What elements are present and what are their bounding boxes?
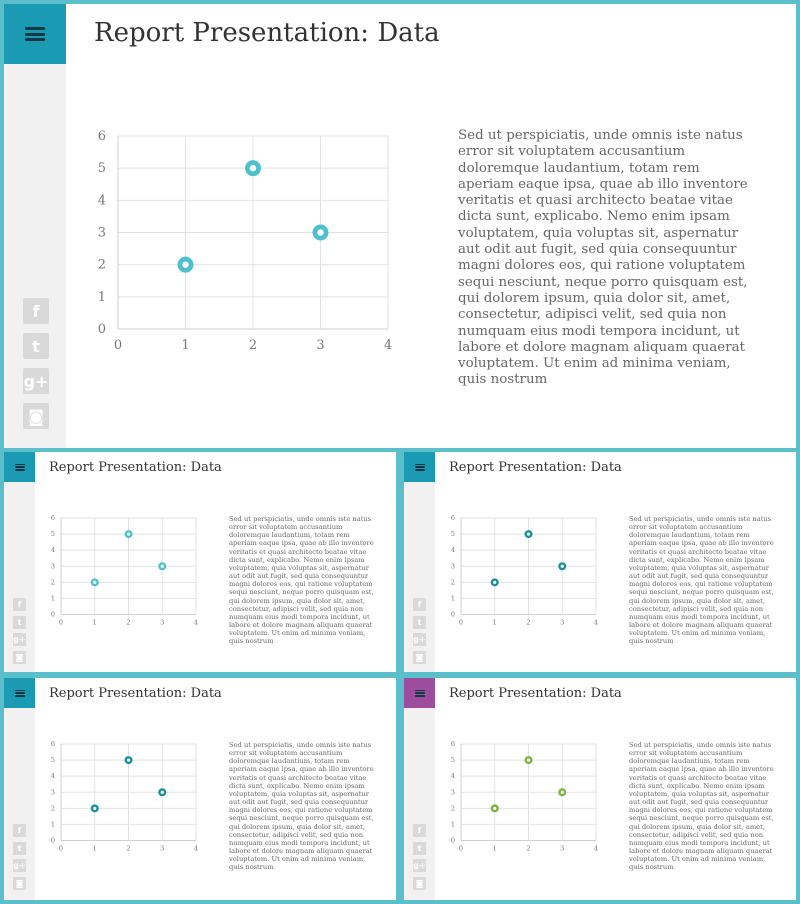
y-tick-label: 0 bbox=[450, 610, 455, 619]
hamburger-icon bbox=[415, 690, 425, 697]
body-paragraph: Sed ut perspiciatis, unde omnis iste natus error sit voluptatem accusantium doloremque laudantium, totam rem aperiam eaque ipsa, quae ab illo inventore veritatis et quasi architecto beatae vitae dicta sunt, explicabo. Nemo enim ipsam voluptatem, quia voluptas sit, aspernatur aut odit aut fugit, sed quia consequuntur magni dolores eos, qui ratione voluptatem sequi nesciunt, neque porro quisquam est, qui dolorem ipsum, quia dolor sit, amet, consectetur, adipisci velit, sed quia non numquam eius modi tempora incidunt, ut labore et dolore magnam aliquam quaerat voluptatem. Ut enim ad minima veniam, quis nostrum bbox=[229, 515, 374, 646]
x-tick-label: 3 bbox=[316, 338, 325, 353]
y-tick-label: 2 bbox=[50, 804, 55, 813]
instagram-icon[interactable]: ◙ bbox=[413, 877, 426, 890]
y-tick-label: 1 bbox=[97, 289, 106, 305]
x-tick-label: 1 bbox=[92, 618, 97, 627]
slide-thumbnail-3[interactable] bbox=[4, 678, 396, 900]
x-tick-label: 3 bbox=[560, 618, 565, 627]
x-tick-label: 3 bbox=[160, 618, 165, 627]
social-links bbox=[413, 598, 426, 664]
y-tick-label: 6 bbox=[97, 129, 106, 144]
hamburger-icon bbox=[25, 27, 45, 41]
page-title: Report Presentation: Data bbox=[49, 460, 222, 475]
menu-button[interactable] bbox=[404, 678, 435, 708]
x-tick-label: 0 bbox=[58, 844, 64, 853]
body-paragraph: Sed ut perspiciatis, unde omnis iste natus error sit voluptatem accusantium doloremque laudantium, totam rem aperiam eaque ipsa, quae ab illo inventore veritatis et quasi architecto beatae vitae dicta sunt, explicabo. Nemo enim ipsam voluptatem, quia voluptas sit, aspernatur aut odit aut fugit, sed quia consequuntur magni dolores eos, qui ratione voluptatem sequi nesciunt, neque porro quisquam est, qui dolorem ipsum, quia dolor sit, amet, consectetur, adipisci velit, sed quia non numquam eius modi tempora incidunt, ut labore et dolore magnam aliquam quaerat voluptatem. Ut enim ad minima veniam, quis nostrum bbox=[458, 128, 748, 388]
y-tick-label: 2 bbox=[50, 578, 55, 587]
x-tick-label: 0 bbox=[58, 618, 64, 627]
y-tick-label: 5 bbox=[450, 756, 455, 765]
y-tick-label: 0 bbox=[50, 836, 55, 845]
y-tick-label: 3 bbox=[50, 788, 55, 797]
x-tick-label: 0 bbox=[458, 618, 464, 627]
y-tick-label: 6 bbox=[50, 740, 55, 748]
y-tick-label: 4 bbox=[450, 772, 455, 781]
slide-thumbnail-2[interactable] bbox=[404, 452, 796, 672]
menu-button[interactable] bbox=[404, 452, 435, 482]
x-tick-label: 4 bbox=[193, 618, 199, 627]
twitter-icon[interactable]: t bbox=[13, 616, 26, 629]
social-links bbox=[413, 824, 426, 890]
x-tick-label: 1 bbox=[181, 338, 190, 353]
y-tick-label: 3 bbox=[450, 788, 455, 797]
page-title: Report Presentation: Data bbox=[449, 460, 622, 475]
twitter-icon[interactable]: t bbox=[13, 842, 26, 855]
y-tick-label: 1 bbox=[450, 820, 455, 829]
data-point-center bbox=[561, 791, 564, 794]
x-tick-label: 2 bbox=[526, 618, 531, 627]
y-tick-label: 2 bbox=[450, 804, 455, 813]
hamburger-icon bbox=[15, 690, 25, 697]
y-tick-label: 5 bbox=[97, 161, 106, 177]
data-point-center bbox=[182, 261, 188, 267]
slide-thumbnail-1[interactable] bbox=[4, 452, 396, 672]
y-tick-label: 5 bbox=[450, 530, 455, 539]
body-paragraph: Sed ut perspiciatis, unde omnis iste natus error sit voluptatem accusantium doloremque laudantium, totam rem aperiam eaque ipsa, quae ab illo inventore veritatis et quasi architecto beatae vitae dicta sunt, explicabo. Nemo enim ipsam voluptatem, quia voluptas sit, aspernatur aut odit aut fugit, sed quia consequuntur magni dolores eos, qui ratione voluptatem sequi nesciunt, neque porro quisquam est, qui dolorem ipsum, quia dolor sit, amet, consectetur, adipisci velit, sed quia non numquam eius modi tempora incidunt, ut labore et dolore magnam aliquam quaerat voluptatem. Ut enim ad minima veniam, quis nostrum bbox=[229, 741, 374, 872]
facebook-icon[interactable]: f bbox=[13, 598, 26, 611]
twitter-icon[interactable]: t bbox=[413, 842, 426, 855]
data-point-center bbox=[93, 581, 96, 584]
y-tick-label: 3 bbox=[97, 225, 106, 241]
scatter-chart bbox=[444, 513, 604, 628]
page-title: Report Presentation: Data bbox=[49, 686, 222, 701]
social-links bbox=[13, 598, 26, 664]
data-point-center bbox=[493, 581, 496, 584]
x-tick-label: 2 bbox=[526, 844, 531, 853]
google-plus-icon[interactable]: g+ bbox=[13, 635, 26, 644]
y-tick-label: 2 bbox=[97, 257, 106, 273]
facebook-icon[interactable]: f bbox=[413, 824, 426, 837]
google-plus-icon[interactable]: g+ bbox=[413, 635, 426, 644]
x-tick-label: 4 bbox=[383, 338, 393, 353]
scatter-chart bbox=[444, 739, 604, 854]
y-tick-label: 5 bbox=[50, 756, 55, 765]
data-point-center bbox=[161, 791, 164, 794]
data-point-center bbox=[561, 565, 564, 568]
data-point-center bbox=[250, 165, 256, 171]
y-tick-label: 1 bbox=[450, 594, 455, 603]
twitter-icon[interactable]: t bbox=[413, 616, 426, 629]
x-tick-label: 2 bbox=[126, 618, 131, 627]
y-tick-label: 6 bbox=[450, 514, 455, 522]
y-tick-label: 2 bbox=[450, 578, 455, 587]
y-tick-label: 5 bbox=[50, 530, 55, 539]
data-point-center bbox=[93, 807, 96, 810]
y-tick-label: 6 bbox=[450, 740, 455, 748]
google-plus-icon[interactable]: g+ bbox=[413, 861, 426, 870]
google-plus-icon[interactable]: g+ bbox=[23, 368, 49, 394]
slide-main bbox=[4, 4, 796, 448]
page-title: Report Presentation: Data bbox=[449, 686, 622, 701]
y-tick-label: 0 bbox=[450, 836, 455, 845]
social-links bbox=[23, 298, 49, 429]
instagram-icon[interactable]: ◙ bbox=[13, 651, 26, 664]
instagram-icon[interactable]: ◙ bbox=[23, 403, 49, 429]
scatter-chart bbox=[44, 513, 204, 628]
body-paragraph: Sed ut perspiciatis, unde omnis iste natus error sit voluptatem accusantium doloremque laudantium, totam rem aperiam eaque ipsa, quae ab illo inventore veritatis et quasi architecto beatae vitae dicta sunt, explicabo. Nemo enim ipsam voluptatem, quia voluptas sit, aspernatur aut odit aut fugit, sed quia consequuntur magni dolores eos, qui ratione voluptatem sequi nesciunt, neque porro quisquam est, qui dolorem ipsum, quia dolor sit, amet, consectetur, adipisci velit, sed quia non numquam eius modi tempora incidunt, ut labore et dolore magnam aliquam quaerat voluptatem. Ut enim ad minima veniam, quis nostrum bbox=[629, 515, 774, 646]
x-tick-label: 1 bbox=[492, 844, 497, 853]
y-tick-label: 0 bbox=[50, 610, 55, 619]
x-tick-label: 0 bbox=[458, 844, 464, 853]
y-tick-label: 4 bbox=[50, 546, 55, 555]
instagram-icon[interactable]: ◙ bbox=[413, 651, 426, 664]
y-tick-label: 3 bbox=[450, 562, 455, 571]
menu-button[interactable] bbox=[4, 4, 66, 64]
slide-thumbnail-4[interactable] bbox=[404, 678, 796, 900]
data-point-center bbox=[161, 565, 164, 568]
google-plus-icon[interactable]: g+ bbox=[13, 861, 26, 870]
y-tick-label: 1 bbox=[50, 594, 55, 603]
y-tick-label: 4 bbox=[97, 193, 106, 209]
x-tick-label: 4 bbox=[593, 618, 599, 627]
hamburger-icon bbox=[415, 464, 425, 471]
y-tick-label: 3 bbox=[50, 562, 55, 571]
menu-button[interactable] bbox=[4, 678, 35, 708]
facebook-icon[interactable]: f bbox=[23, 298, 49, 324]
data-point-center bbox=[527, 532, 530, 535]
x-tick-label: 4 bbox=[593, 844, 599, 853]
y-tick-label: 4 bbox=[50, 772, 55, 781]
facebook-icon[interactable]: f bbox=[413, 598, 426, 611]
data-point-center bbox=[493, 807, 496, 810]
instagram-icon[interactable]: ◙ bbox=[13, 877, 26, 890]
x-tick-label: 2 bbox=[126, 844, 131, 853]
x-tick-label: 3 bbox=[560, 844, 565, 853]
y-tick-label: 1 bbox=[50, 820, 55, 829]
data-point-center bbox=[317, 229, 323, 235]
x-tick-label: 1 bbox=[92, 844, 97, 853]
menu-button[interactable] bbox=[4, 452, 35, 482]
social-links bbox=[13, 824, 26, 890]
body-paragraph: Sed ut perspiciatis, unde omnis iste natus error sit voluptatem accusantium doloremque laudantium, totam rem aperiam eaque ipsa, quae ab illo inventore veritatis et quasi architecto beatae vitae dicta sunt, explicabo. Nemo enim ipsam voluptatem, quia voluptas sit, aspernatur aut odit aut fugit, sed quia consequuntur magni dolores eos, qui ratione voluptatem sequi nesciunt, neque porro quisquam est, qui dolorem ipsum, quia dolor sit, amet, consectetur, adipisci velit, sed quia non numquam eius modi tempora incidunt, ut labore et dolore magnam aliquam quaerat voluptatem. Ut enim ad minima veniam, quis nostrum bbox=[629, 741, 774, 872]
x-tick-label: 4 bbox=[193, 844, 199, 853]
data-point-center bbox=[127, 758, 130, 761]
page-title: Report Presentation: Data bbox=[94, 18, 440, 48]
y-tick-label: 0 bbox=[97, 322, 106, 337]
data-point-center bbox=[527, 758, 530, 761]
scatter-chart bbox=[44, 739, 204, 854]
data-point-center bbox=[127, 532, 130, 535]
x-tick-label: 2 bbox=[248, 338, 258, 353]
twitter-icon[interactable]: t bbox=[23, 333, 49, 359]
facebook-icon[interactable]: f bbox=[13, 824, 26, 837]
x-tick-label: 3 bbox=[160, 844, 165, 853]
hamburger-icon bbox=[15, 464, 25, 471]
x-tick-label: 0 bbox=[113, 338, 123, 353]
y-tick-label: 4 bbox=[450, 546, 455, 555]
x-tick-label: 1 bbox=[492, 618, 497, 627]
y-tick-label: 6 bbox=[50, 514, 55, 522]
scatter-chart bbox=[84, 126, 404, 356]
